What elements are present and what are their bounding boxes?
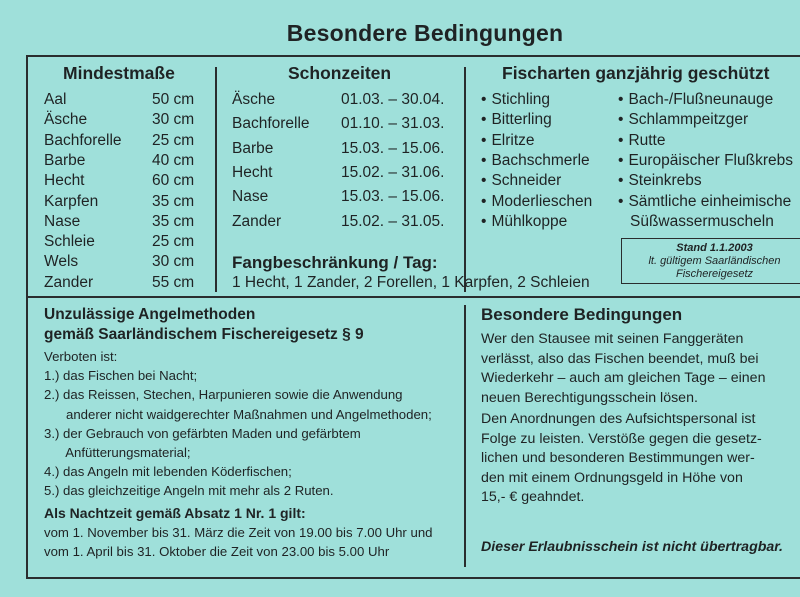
angel-line: anderer nicht waidgerechter Maßnahmen und Angelmethoden; bbox=[44, 406, 432, 422]
schonzeit-fish: Hecht bbox=[232, 163, 273, 181]
geschuetzt-item: • Moderlieschen bbox=[481, 193, 592, 211]
schonzeit-period: 01.03. – 30.04. bbox=[341, 91, 445, 108]
mindest-fish: Barbe bbox=[44, 151, 86, 169]
mindest-fish: Äsche bbox=[44, 111, 88, 129]
mindest-size: 60 cm bbox=[152, 172, 195, 190]
stand-date: Stand 1.1.2003 bbox=[676, 242, 753, 254]
schonzeit-fish: Zander bbox=[232, 212, 282, 230]
nacht-line: vom 1. April bis 31. Oktober die Zeit von 23.00 bis 5.00 Uhr bbox=[44, 543, 390, 559]
mindest-fish: Aal bbox=[44, 91, 67, 108]
schonzeit-fish: Nase bbox=[232, 188, 269, 206]
geschuetzt-item: • Elritze bbox=[481, 132, 535, 150]
angel-line: Anfütterungsmaterial; bbox=[44, 445, 191, 460]
angel-line: 1.) das Fischen bei Nacht; bbox=[44, 368, 198, 384]
fang-heading: Fangbeschränkung / Tag: bbox=[232, 253, 438, 272]
stand-law-name: Fischereigesetz bbox=[675, 268, 754, 280]
bedingungen-line: lichen und besonderen Bestimmungen wer- bbox=[481, 450, 755, 466]
mindest-fish: Zander bbox=[44, 273, 94, 291]
angel-heading-2: gemäß Saarländischem Fischereigesetz § 9 bbox=[44, 326, 364, 343]
geschuetzt-item: • Schneider bbox=[481, 172, 561, 190]
nacht-line: vom 1. November bis 31. März die Zeit von 19.00 bis 7.00 Uhr und bbox=[44, 525, 433, 540]
geschuetzt-item: • Europäischer Flußkrebs bbox=[618, 152, 793, 170]
mindest-size: 35 cm bbox=[152, 192, 195, 210]
stand-box bbox=[621, 238, 800, 284]
mindest-size: 55 cm bbox=[152, 273, 195, 291]
divider-1 bbox=[215, 67, 217, 292]
bedingungen-line: 15,- € geahndet. bbox=[481, 489, 585, 505]
bedingungen-line: Wer den Stausee mit seinen Fanggeräten bbox=[481, 331, 744, 347]
mindest-size: 25 cm bbox=[152, 233, 195, 251]
nacht-heading: Als Nachtzeit gemäß Absatz 1 Nr. 1 gilt: bbox=[44, 505, 306, 521]
angel-line: 5.) das gleichzeitige Angeln mit mehr als 2 Ruten. bbox=[44, 483, 334, 499]
bedingungen-footer: Dieser Erlaubnisschein ist nicht übertragbar. bbox=[481, 539, 783, 555]
angel-line: 3.) der Gebrauch von gefärbten Maden und gefärbtem bbox=[44, 425, 361, 441]
schonzeit-period: 15.02. – 31.05. bbox=[341, 212, 445, 230]
geschuetzt-item: • Mühlkoppe bbox=[481, 213, 567, 231]
schonzeit-period: 01.10. – 31.03. bbox=[341, 115, 445, 133]
geschuetzt-item: • Bachschmerle bbox=[481, 152, 590, 170]
schonzeit-fish: Bachforelle bbox=[232, 115, 310, 133]
mindest-size: 35 cm bbox=[152, 212, 195, 230]
divider-3 bbox=[464, 305, 466, 567]
schonzeiten-heading: Schonzeiten bbox=[288, 63, 392, 83]
bedingungen-line: neuen Berechtigungsschein lösen. bbox=[481, 389, 698, 406]
mindest-fish: Schleie bbox=[44, 233, 95, 251]
mindest-size: 50 cm bbox=[152, 91, 195, 108]
mindest-size: 40 cm bbox=[152, 151, 195, 169]
mindest-fish: Bachforelle bbox=[44, 131, 122, 149]
mindest-fish: Nase bbox=[44, 212, 81, 230]
mindest-size: 30 cm bbox=[152, 253, 195, 271]
bedingungen-line: Folge zu leisten. Verstöße gegen die gesetz- bbox=[481, 430, 762, 447]
schonzeit-fish: Barbe bbox=[232, 139, 274, 157]
mindest-fish: Hecht bbox=[44, 172, 85, 190]
schonzeit-period: 15.03. – 15.06. bbox=[341, 188, 445, 206]
geschuetzt-item: • Schlammpeitzger bbox=[618, 111, 748, 129]
bedingungen-line: Wiederkehr – auch am gleichen Tage – einen bbox=[481, 370, 766, 386]
mindest-fish: Karpfen bbox=[44, 192, 99, 210]
angel-heading-1: Unzulässige Angelmethoden bbox=[44, 306, 256, 323]
mindest-size: 25 cm bbox=[152, 131, 195, 149]
angel-line: 4.) das Angeln mit lebenden Köderfischen; bbox=[44, 464, 292, 480]
bedingungen-heading: Besondere Bedingungen bbox=[481, 305, 683, 324]
angel-line: Verboten ist: bbox=[44, 349, 118, 364]
schonzeit-fish: Äsche bbox=[232, 91, 276, 108]
mindest-fish: Wels bbox=[44, 253, 79, 271]
geschuetzt-item: • Bitterling bbox=[481, 111, 552, 129]
geschuetzt-item: • Rutte bbox=[618, 132, 666, 150]
geschuetzt-item: • Sämtliche einheimische bbox=[618, 193, 791, 211]
divider-h bbox=[27, 296, 800, 298]
geschuetzt-item: • Stichling bbox=[481, 91, 550, 109]
bedingungen-line: den mit einem Ordnungsgeld in Höhe von bbox=[481, 469, 743, 486]
schonzeit-period: 15.02. – 31.06. bbox=[341, 163, 445, 181]
mindest-size: 30 cm bbox=[152, 111, 195, 129]
page-title: Besondere Bedingungen bbox=[286, 20, 564, 46]
fang-text: 1 Hecht, 1 Zander, 2 Forellen, 1 Karpfen, 2 Schleien bbox=[232, 274, 590, 291]
geschuetzt-item: Süßwassermuscheln bbox=[630, 212, 774, 230]
stand-law: lt. gültigem Saarländischen bbox=[648, 255, 781, 267]
mindestmasse-heading: Mindestmaße bbox=[63, 63, 175, 83]
bedingungen-line: Den Anordnungen des Aufsichtspersonal ist bbox=[481, 411, 756, 427]
geschuetzt-heading: Fischarten ganzjährig geschützt bbox=[502, 63, 770, 83]
schonzeit-period: 15.03. – 15.06. bbox=[341, 139, 445, 157]
geschuetzt-item: • Bach-/Flußneunauge bbox=[618, 91, 773, 109]
divider-2 bbox=[464, 67, 466, 292]
geschuetzt-item: • Steinkrebs bbox=[618, 172, 702, 190]
bedingungen-line: verlässt, also das Fischen beendet, muß bei bbox=[481, 350, 759, 367]
angel-line: 2.) das Reissen, Stechen, Harpunieren sowie die Anwendung bbox=[44, 387, 403, 403]
